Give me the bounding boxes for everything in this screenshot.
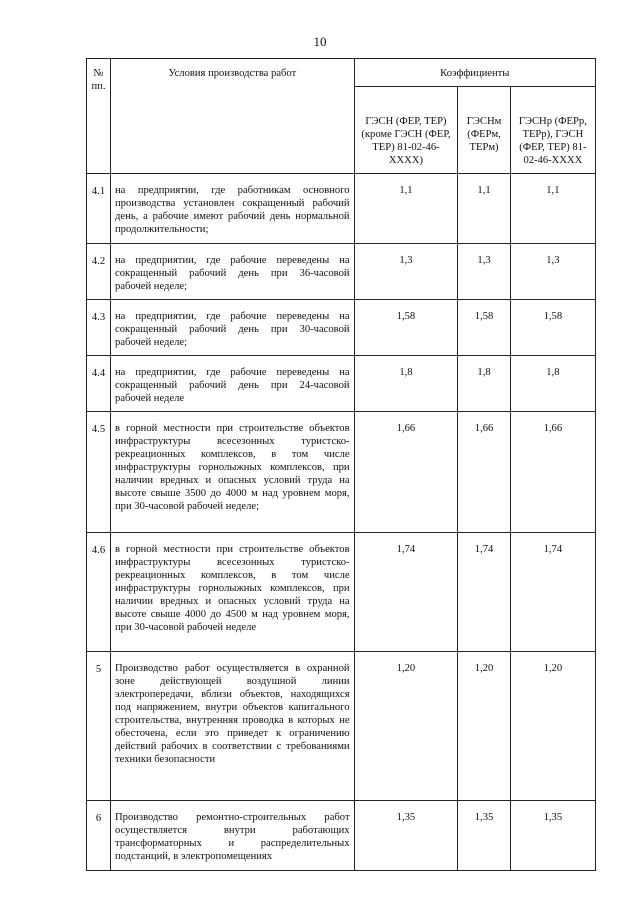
row-value-gesn: 1,35 (354, 801, 458, 871)
row-value-gesn: 1,58 (354, 300, 458, 356)
row-condition: Производство ремонтно-строительных работ осуществляется внутри работающих трансформаторных и распределительных подстанций, в электропомещениях (111, 801, 355, 871)
table-row (87, 356, 596, 412)
header-coefficients: Коэффициенты (354, 59, 595, 87)
coefficients-table (86, 58, 596, 871)
table-row (87, 412, 596, 533)
row-condition: в горной местности при строительстве объектов инфраструктуры всесезонных туристско-рекреационных комплексов, в том числе инфраструктуры горнолыжных комплексов, при наличии вредных и опасных условий труда на высоте свыше 3500 до 4000 м над уровнем моря, при 30-часовой рабочей неделе; (111, 412, 355, 533)
table-row (87, 244, 596, 300)
row-value-gesnr: 1,35 (510, 801, 595, 871)
row-condition: Производство работ осуществляется в охранной зоне действующей воздушной линии электропередачи, вблизи объектов, находящихся под напряжением, внутри объектов капитального строительства, внутренняя проводка в которых не обесточена, если это приведет к ограничению действий рабочих в соответствии с требованиями техники безопасности (111, 652, 355, 801)
row-value-gesnr: 1,58 (510, 300, 595, 356)
row-number: 4.3 (87, 300, 111, 356)
row-number: 5 (87, 652, 111, 801)
row-condition: на предприятии, где рабочие переведены на сокращенный рабочий день при 36-часовой рабочей неделе; (111, 244, 355, 300)
row-value-gesn: 1,74 (354, 533, 458, 652)
row-value-gesnm: 1,74 (458, 533, 510, 652)
header-num: № пп. (87, 59, 111, 174)
row-number: 4.6 (87, 533, 111, 652)
row-value-gesnm: 1,58 (458, 300, 510, 356)
row-number: 4.5 (87, 412, 111, 533)
row-value-gesnr: 1,3 (510, 244, 595, 300)
row-value-gesnm: 1,8 (458, 356, 510, 412)
row-value-gesn: 1,1 (354, 174, 458, 244)
table-row (87, 801, 596, 871)
row-value-gesnr: 1,74 (510, 533, 595, 652)
row-condition: на предприятии, где рабочие переведены на сокращенный рабочий день при 30-часовой рабочей неделе; (111, 300, 355, 356)
row-value-gesnm: 1,66 (458, 412, 510, 533)
row-value-gesnm: 1,35 (458, 801, 510, 871)
row-value-gesnm: 1,20 (458, 652, 510, 801)
table-row (87, 174, 596, 244)
row-value-gesn: 1,3 (354, 244, 458, 300)
table-row (87, 533, 596, 652)
row-number: 4.2 (87, 244, 111, 300)
header-gesnm: ГЭСНм (ФЕРм, ТЕРм) (458, 87, 510, 174)
row-condition: в горной местности при строительстве объектов инфраструктуры всесезонных туристско-рекреационных комплексов, в том числе инфраструктуры горнолыжных комплексов, при наличии вредных и опасных условий труда на высоте свыше 4000 до 4500 м над уровнем моря, при 30-часовой рабочей неделе (111, 533, 355, 652)
row-value-gesnr: 1,8 (510, 356, 595, 412)
row-number: 4.4 (87, 356, 111, 412)
row-condition: на предприятии, где рабочие переведены на сокращенный рабочий день при 24-часовой рабочей неделе (111, 356, 355, 412)
row-value-gesn: 1,8 (354, 356, 458, 412)
table-row (87, 652, 596, 801)
row-number: 6 (87, 801, 111, 871)
row-value-gesn: 1,20 (354, 652, 458, 801)
row-value-gesnr: 1,20 (510, 652, 595, 801)
row-value-gesn: 1,66 (354, 412, 458, 533)
header-conditions: Условия производства работ (111, 59, 355, 174)
header-gesn: ГЭСН (ФЕР, ТЕР) (кроме ГЭСН (ФЕР, ТЕР) 81-02-46-XXXX) (354, 87, 458, 174)
row-value-gesnr: 1,66 (510, 412, 595, 533)
header-gesnr: ГЭСНр (ФЕРр, ТЕРр), ГЭСН (ФЕР, ТЕР) 81-02-46-XXXX (510, 87, 595, 174)
table-row (87, 300, 596, 356)
row-number: 4.1 (87, 174, 111, 244)
page-number: 10 (313, 34, 327, 49)
header-row (87, 59, 596, 87)
row-value-gesnm: 1,1 (458, 174, 510, 244)
row-value-gesnm: 1,3 (458, 244, 510, 300)
row-condition: на предприятии, где работникам основного производства установлен сокращенный рабочий день, а рабочие имеют рабочий день нормальной продолжительности; (111, 174, 355, 244)
row-value-gesnr: 1,1 (510, 174, 595, 244)
